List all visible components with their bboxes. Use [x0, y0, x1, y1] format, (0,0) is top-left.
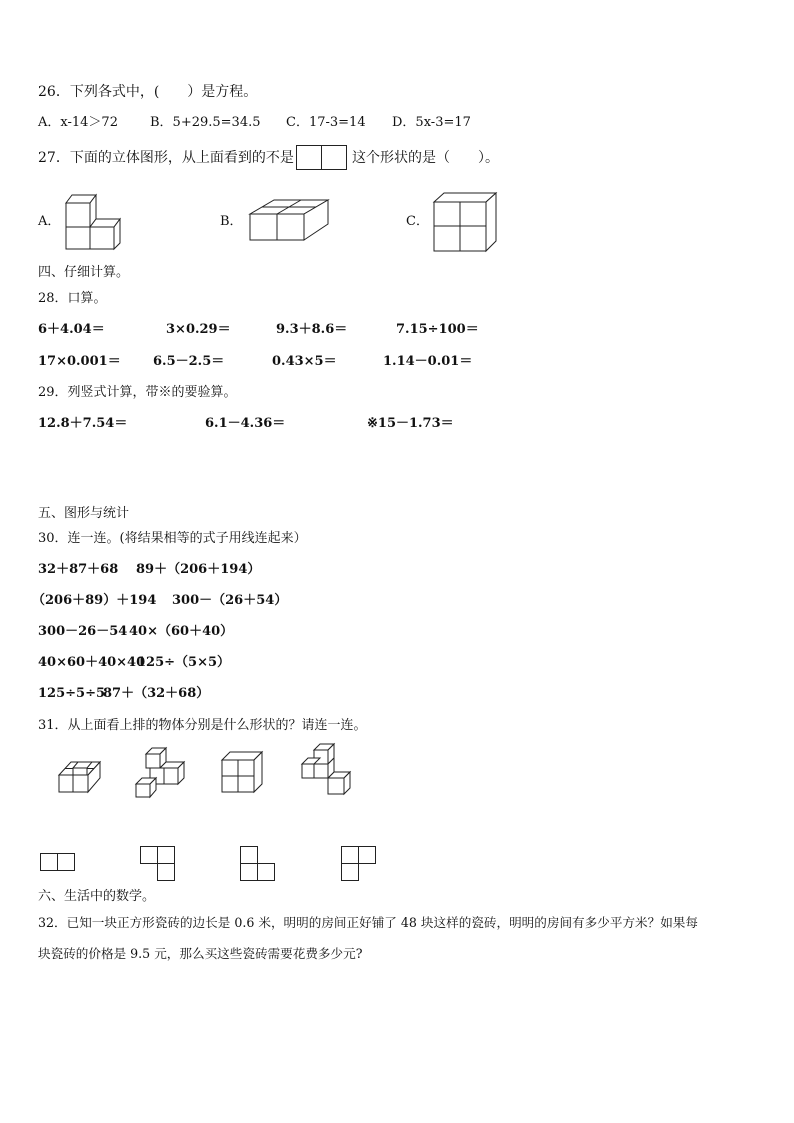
q30-right-1: 89＋（206＋194）	[136, 562, 261, 577]
q29-item-1: 12.8＋7.54＝	[38, 416, 128, 431]
section-6-title: 六、生活中的数学。	[38, 889, 156, 904]
q28-item-5: 17×0.001＝	[38, 354, 121, 369]
object-4-icon	[300, 742, 354, 796]
q30-left-2: （206＋89）＋194	[32, 593, 157, 608]
q32-line-1: 32．已知一块正方形瓷砖的边长是 0.6 米，明明的房间正好铺了 48 块这样的瓷砖，明明的房间有多少平方米？如果每	[38, 915, 698, 930]
q30-right-5: 87＋（32＋68）	[103, 686, 210, 701]
q30-left-5: 125÷5÷5	[38, 686, 106, 701]
q30-right-3: 40×（60＋40）	[129, 624, 234, 639]
q32-line-2: 块瓷砖的价格是 9.5 元，那么买这些瓷砖需要花费多少元?	[38, 946, 363, 961]
q28-item-6: 6.5－2.5＝	[153, 354, 225, 369]
q27-label-c: C．	[406, 214, 429, 229]
shape-2-icon	[140, 846, 176, 882]
q27-stem-b: 这个形状的是（ ）。	[352, 150, 499, 166]
q30-left-4: 40×60＋40×40	[38, 655, 146, 670]
q30-stem: 30．连一连。(将结果相等的式子用线连起来）	[38, 531, 307, 546]
q26-option-c: C．17-3=14	[286, 115, 366, 130]
q31-stem: 31．从上面看上排的物体分别是什么形状的？请连一连。	[38, 718, 367, 733]
q29-stem: 29．列竖式计算，带※的要验算。	[38, 385, 237, 400]
q30-left-1: 32＋87＋68	[38, 562, 119, 577]
q26-option-a: A．x-14＞72	[38, 115, 118, 130]
section-5-title: 五、图形与统计	[38, 506, 130, 521]
q27-stem-a: 27．下面的立体图形，从上面看到的不是	[38, 150, 294, 166]
q28-item-1: 6＋4.04＝	[38, 322, 105, 337]
q30-right-2: 300－（26＋54）	[172, 593, 288, 608]
section-4-title: 四、仔细计算。	[38, 265, 130, 280]
cube-figure-c-icon	[432, 191, 498, 253]
q29-item-3: ※15－1.73＝	[367, 416, 454, 431]
q26-option-d: D．5x-3=17	[392, 115, 471, 130]
two-squares-icon	[296, 145, 348, 171]
q26-stem: 26．下列各式中，( ）是方程。	[38, 84, 258, 100]
shape-3-icon	[240, 846, 276, 882]
q30-left-3: 300－26－54	[38, 624, 128, 639]
q29-item-2: 6.1－4.36＝	[205, 416, 286, 431]
q26-option-b: B．5+29.5=34.5	[150, 115, 261, 130]
shape-1-icon	[40, 853, 76, 873]
q28-item-8: 1.14－0.01＝	[383, 354, 473, 369]
q28-stem: 28．口算。	[38, 291, 107, 306]
object-2-icon	[134, 746, 188, 798]
object-3-icon	[220, 750, 266, 794]
cube-figure-a-icon	[64, 192, 128, 250]
q28-item-2: 3×0.29＝	[166, 322, 231, 337]
object-1-icon	[58, 758, 104, 794]
q27-label-b: B．	[220, 214, 243, 229]
shape-4-icon	[341, 846, 377, 882]
cube-figure-b-icon	[248, 198, 330, 244]
q30-right-4: 125÷（5×5）	[137, 655, 231, 670]
q28-item-3: 9.3＋8.6＝	[276, 322, 348, 337]
q28-item-7: 0.43×5＝	[272, 354, 337, 369]
q27-label-a: A．	[38, 214, 61, 229]
q28-item-4: 7.15÷100＝	[396, 322, 479, 337]
